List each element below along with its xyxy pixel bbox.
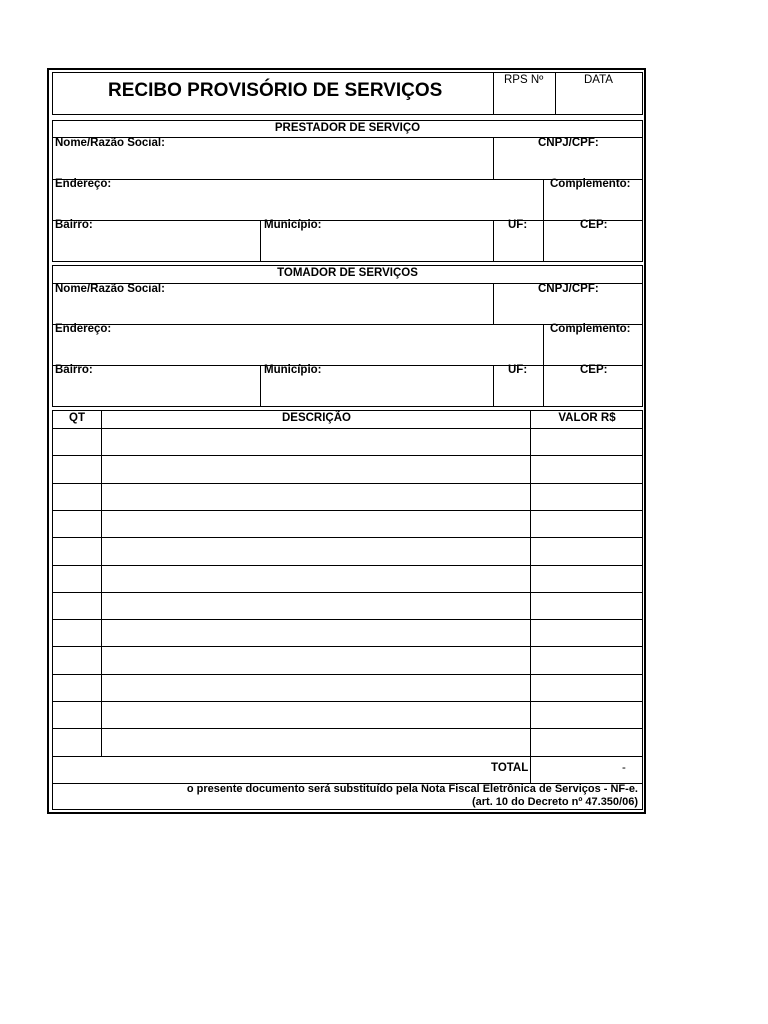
valor-cell[interactable] <box>533 593 641 618</box>
total-value: - <box>622 762 626 774</box>
prestador-uf-field[interactable] <box>495 234 541 260</box>
tomador-cnpj-label: CNPJ/CPF: <box>538 283 599 295</box>
prestador-municipio-label: Município: <box>264 219 322 231</box>
valor-column-header: VALOR R$ <box>558 412 616 424</box>
tomador-nome-label: Nome/Razão Social: <box>55 283 165 295</box>
valor-cell[interactable] <box>533 620 641 645</box>
valor-cell[interactable] <box>533 429 641 454</box>
tomador-municipio-label: Município: <box>264 364 322 376</box>
valor-cell[interactable] <box>533 456 641 481</box>
tomador-bairro-field[interactable] <box>54 379 258 405</box>
total-label: TOTAL <box>491 762 529 774</box>
qt-cell[interactable] <box>54 484 100 509</box>
tomador-nome-field[interactable] <box>54 297 491 323</box>
descricao-cell[interactable] <box>104 456 529 481</box>
valor-cell[interactable] <box>533 729 641 754</box>
tomador-municipio-field[interactable] <box>262 379 491 405</box>
descricao-cell[interactable] <box>104 729 529 754</box>
valor-cell[interactable] <box>533 484 641 509</box>
valor-cell[interactable] <box>533 538 641 563</box>
prestador-cnpj-field[interactable] <box>495 152 641 178</box>
prestador-cep-field[interactable] <box>545 234 641 260</box>
prestador-complemento-label: Complemento: <box>550 178 631 190</box>
descricao-cell[interactable] <box>104 484 529 509</box>
valor-cell[interactable] <box>533 647 641 672</box>
date-field[interactable] <box>557 88 641 112</box>
footer-note: o presente documento será substituído pela Nota Fiscal Eletrônica de Serviços - NF-e. <box>186 783 638 795</box>
valor-cell[interactable] <box>533 511 641 536</box>
prestador-uf-label: UF: <box>508 219 528 231</box>
prestador-nome-field[interactable] <box>54 152 491 178</box>
descricao-cell[interactable] <box>104 620 529 645</box>
qt-cell[interactable] <box>54 511 100 536</box>
page-title: RECIBO PROVISÓRIO DE SERVIÇOS <box>108 80 443 101</box>
prestador-nome-label: Nome/Razão Social: <box>55 137 165 149</box>
tomador-cep-label: CEP: <box>580 364 608 376</box>
qt-cell[interactable] <box>54 456 100 481</box>
tomador-complemento-label: Complemento: <box>550 323 631 335</box>
qt-cell[interactable] <box>54 566 100 591</box>
descricao-cell[interactable] <box>104 511 529 536</box>
qt-cell[interactable] <box>54 538 100 563</box>
qt-cell[interactable] <box>54 729 100 754</box>
tomador-bairro-label: Bairro: <box>55 364 93 376</box>
prestador-bairro-label: Bairro: <box>55 219 93 231</box>
prestador-complemento-field[interactable] <box>545 193 641 219</box>
descricao-cell[interactable] <box>104 429 529 454</box>
prestador-bairro-field[interactable] <box>54 234 258 260</box>
qt-cell[interactable] <box>54 702 100 727</box>
date-label: DATA <box>584 74 613 86</box>
rps-number-field[interactable] <box>495 88 553 112</box>
prestador-cep-label: CEP: <box>580 219 608 231</box>
tomador-endereco-field[interactable] <box>54 338 541 364</box>
valor-cell[interactable] <box>533 702 641 727</box>
prestador-endereco-field[interactable] <box>54 193 541 219</box>
footer-decree: (art. 10 do Decreto nº 47.350/06) <box>471 796 638 808</box>
tomador-section-title: TOMADOR DE SERVIÇOS <box>277 267 418 279</box>
valor-cell[interactable] <box>533 566 641 591</box>
tomador-uf-label: UF: <box>508 364 528 376</box>
tomador-cnpj-field[interactable] <box>495 297 641 323</box>
descricao-cell[interactable] <box>104 675 529 700</box>
descricao-cell[interactable] <box>104 702 529 727</box>
descricao-cell[interactable] <box>104 566 529 591</box>
descricao-cell[interactable] <box>104 593 529 618</box>
valor-cell[interactable] <box>533 675 641 700</box>
qt-cell[interactable] <box>54 675 100 700</box>
tomador-uf-field[interactable] <box>495 379 541 405</box>
prestador-cnpj-label: CNPJ/CPF: <box>538 137 599 149</box>
qt-cell[interactable] <box>54 620 100 645</box>
qt-cell[interactable] <box>54 593 100 618</box>
qt-cell[interactable] <box>54 429 100 454</box>
prestador-section-title: PRESTADOR DE SERVIÇO <box>274 122 421 134</box>
descricao-cell[interactable] <box>104 538 529 563</box>
tomador-endereco-label: Endereço: <box>55 323 112 335</box>
qt-cell[interactable] <box>54 647 100 672</box>
rps-number-label: RPS Nº <box>504 74 544 86</box>
descricao-cell[interactable] <box>104 647 529 672</box>
descricao-column-header: DESCRIÇÃO <box>281 412 351 424</box>
tomador-complemento-field[interactable] <box>545 338 641 364</box>
prestador-endereco-label: Endereço: <box>55 178 112 190</box>
tomador-cep-field[interactable] <box>545 379 641 405</box>
prestador-municipio-field[interactable] <box>262 234 491 260</box>
qt-column-header: QT <box>69 412 85 424</box>
